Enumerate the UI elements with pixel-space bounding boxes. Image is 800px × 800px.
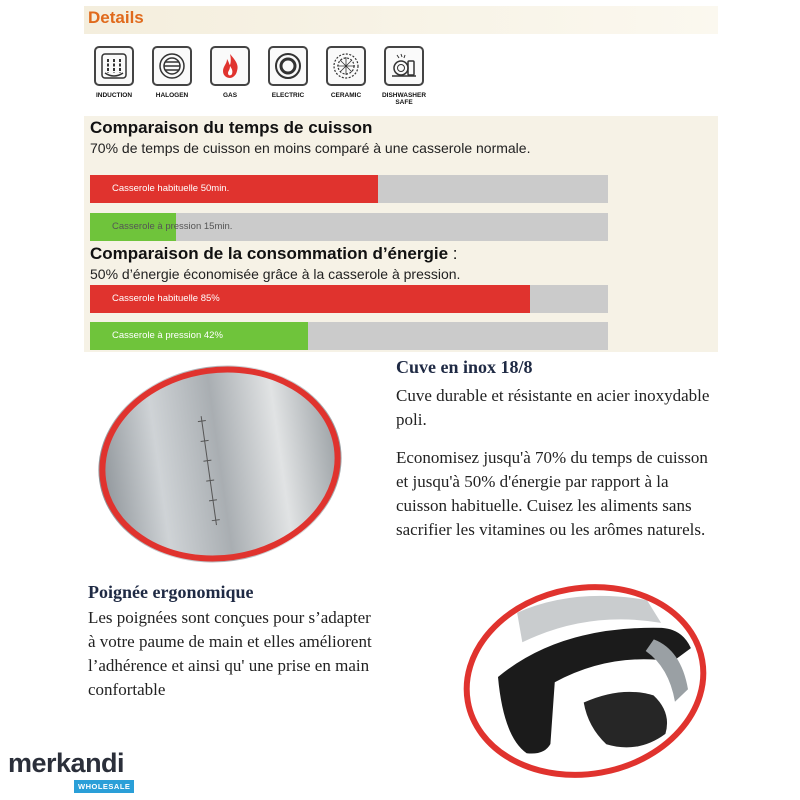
energy-title <box>90 244 457 264</box>
induction-icon <box>94 46 134 86</box>
cooktop-icons <box>90 46 440 116</box>
cooktop-label: ELECTRIC <box>271 92 305 99</box>
electric-hob-icon <box>268 46 308 86</box>
handle-photo <box>445 562 726 800</box>
logo-wordmark: merkandi <box>8 748 125 778</box>
cooktop-halogen <box>148 46 196 99</box>
energy-title-text: Comparaison de la consommation d’énergie <box>90 244 449 263</box>
poignee-heading: Poignée ergonomique <box>88 582 254 602</box>
dishwasher-icon <box>384 46 424 86</box>
pot-interior-photo <box>83 348 356 581</box>
gas-flame-icon <box>210 46 250 86</box>
ceramic-hob-icon <box>326 46 366 86</box>
bar-label: Casserole habituelle 85% <box>112 293 220 304</box>
cuve-description: Cuve durable et résistante en acier inoxydable poli. <box>396 386 710 429</box>
cooktop-label: GAS <box>222 92 238 99</box>
cooktop-gas <box>206 46 254 99</box>
cuve-savings-text: Economisez jusqu'à 70% du temps de cuisson et jusqu'à 50% d'énergie par rapport à la cuisson habituelle. Cuisez les aliments sans sacrifier les vitamines ou les arômes naturels. <box>396 448 708 539</box>
details-header <box>84 6 718 34</box>
cooking-bar-pression <box>90 213 608 241</box>
energy-bar-habituelle <box>90 285 608 313</box>
energy-subtitle: 50% d’énergie économisée grâce à la casserole à pression. <box>90 266 461 282</box>
poignee-description: Les poignées sont conçues pour s’adapter à votre paume de main et elles améliorent l’adhérence et ainsi qu' une prise en main confortable <box>88 608 372 699</box>
cooking-bar-habituelle <box>90 175 608 203</box>
logo-badge: WHOLESALE <box>74 780 134 793</box>
energy-title-suffix: : <box>448 244 458 263</box>
cuve-heading: Cuve en inox 18/8 <box>396 357 533 377</box>
halogen-icon <box>152 46 192 86</box>
details-title: Details <box>88 8 144 27</box>
cooktop-electric <box>264 46 312 99</box>
cooktop-label: HALOGEN <box>155 92 189 99</box>
comparison-panel <box>84 116 718 352</box>
cooktop-dishwasher <box>380 46 428 106</box>
cooking-time-title: Comparaison du temps de cuisson <box>90 118 373 137</box>
bar-label: Casserole à pression 15min. <box>112 221 233 232</box>
cooktop-label: CERAMIC <box>330 92 362 99</box>
energy-bar-pression <box>90 322 608 350</box>
bar-label: Casserole habituelle 50min. <box>112 183 230 194</box>
cooktop-induction <box>90 46 138 99</box>
cooktop-ceramic <box>322 46 370 99</box>
cooktop-label: DISHWASHER SAFE <box>381 92 427 106</box>
merkandi-logo <box>8 748 148 794</box>
cooktop-label: INDUCTION <box>95 92 133 99</box>
cooking-time-subtitle: 70% de temps de cuisson en moins comparé à une casserole normale. <box>90 140 531 156</box>
bar-label: Casserole à pression 42% <box>112 330 223 341</box>
